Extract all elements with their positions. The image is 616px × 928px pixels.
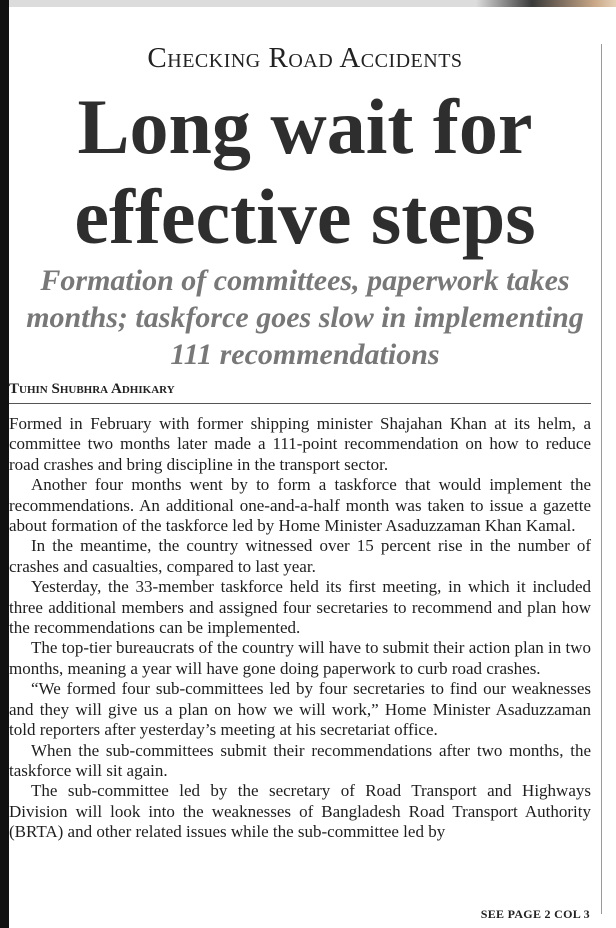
continued-reference[interactable]: SEE PAGE 2 COL 3 <box>480 907 590 921</box>
paragraph: “We formed four sub-committees led by four secretaries to find our weaknesses and they will give us a plan on how we will work,” Home Minister Asaduzzaman told reporters after yesterday’s meeting at his secretariat office. <box>9 679 591 740</box>
article-headline: Long wait for effective steps <box>74 83 536 260</box>
paragraph: The sub-committee led by the secretary of Road Transport and Highways Division will look into the weaknesses of Bangladesh Road Transport Authority (BRTA) and other related issues while the sub-committee led by <box>9 781 591 842</box>
paragraph: Yesterday, the 33-member taskforce held its first meeting, in which it included three additional members and assigned four secretaries to recommend and plan how the recommendations can be implemented. <box>9 577 591 638</box>
byline-divider <box>9 403 591 404</box>
paragraph: Formed in February with former shipping minister Shajahan Khan at its helm, a committee two months later made a 111-point recommendation on how to reduce road crashes and bring discipline in the transport sector. <box>9 414 591 474</box>
paragraph: In the meantime, the country witnessed over 15 percent rise in the number of crashes and casualties, compared to last year. <box>9 536 591 576</box>
article-kicker: Checking Road Accidents <box>147 42 463 74</box>
article-byline: Tuhin Shubhra Adhikary <box>9 381 175 397</box>
article-deck: Formation of committees, paperwork takes months; taskforce goes slow in implementing 111 recommendations <box>26 264 584 371</box>
column-divider <box>601 44 602 914</box>
paragraph: Another four months went by to form a taskforce that would implement the recommendations. An additional one-and-a-half month was taken to issue a gazette about formation of the taskforce led by Home Minister Asaduzzaman Khan Kamal. <box>9 475 591 536</box>
top-photo-fragment <box>476 0 616 7</box>
article-body <box>9 414 591 843</box>
paragraph: When the sub-committees submit their recommendations after two months, the taskforce will sit again. <box>9 740 591 780</box>
page-edge-bar <box>0 0 9 928</box>
paragraph: The top-tier bureaucrats of the country will have to submit their action plan in two months, meaning a year will have gone doing paperwork to curb road crashes. <box>9 638 591 678</box>
